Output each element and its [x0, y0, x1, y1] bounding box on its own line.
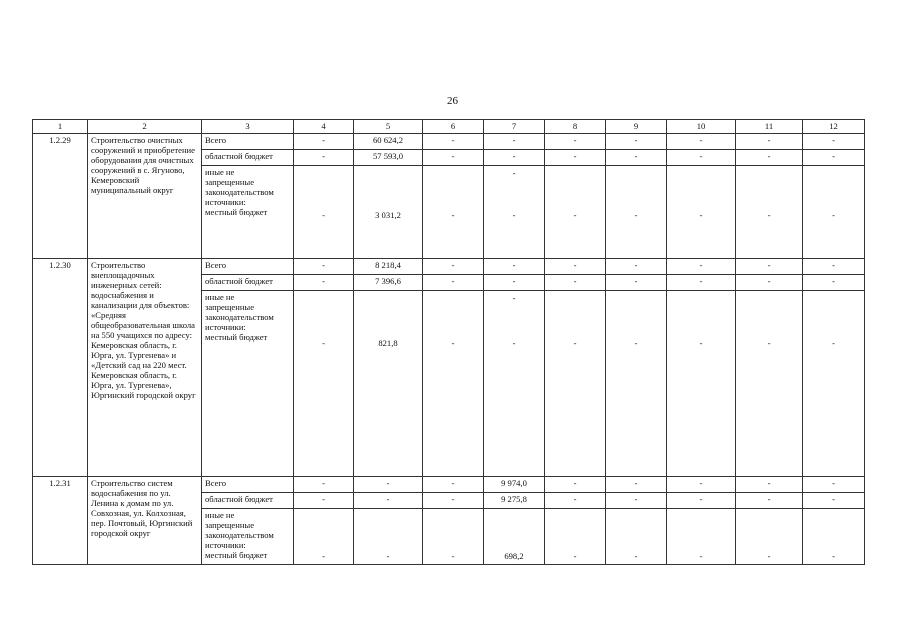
- value-cell: [484, 166, 545, 259]
- value-cell: [484, 477, 545, 493]
- value-text: -: [573, 260, 577, 270]
- value-text: -: [322, 338, 325, 348]
- value-cell: [423, 291, 484, 477]
- value-cell: [545, 291, 606, 477]
- header-cell: 4: [294, 120, 354, 134]
- funding-source: Всего: [202, 259, 294, 275]
- value-text: -: [322, 135, 325, 145]
- header-cell: 9: [606, 120, 667, 134]
- value-cell: [667, 259, 736, 275]
- value-cell: [736, 166, 803, 259]
- value-text: -: [634, 210, 638, 220]
- value-text: 7 396,6: [375, 276, 401, 286]
- value-cell: [545, 259, 606, 275]
- value-cell: [736, 477, 803, 493]
- value-cell: [545, 493, 606, 509]
- value-cell: [294, 477, 354, 493]
- header-cell: 10: [667, 120, 736, 134]
- value-cell: [294, 493, 354, 509]
- value-text: -: [386, 478, 390, 488]
- value-text: -: [767, 494, 771, 504]
- value-text: -: [832, 151, 835, 161]
- value-text: -: [767, 210, 771, 220]
- value-cell: [667, 477, 736, 493]
- header-cell: 2: [88, 120, 202, 134]
- value-cell: [423, 166, 484, 259]
- value-cell: [606, 477, 667, 493]
- object-name: Строительство очистных сооружений и приобретение оборудования для очистных сооружений в с. Ягуново, Кемеровский муниципальный округ: [88, 134, 202, 259]
- value-text: -: [767, 135, 771, 145]
- value-text: -: [699, 151, 703, 161]
- value-cell: [606, 509, 667, 565]
- value-cell: [354, 493, 423, 509]
- value-cell: [667, 275, 736, 291]
- value-text: 3 031,2: [375, 210, 401, 220]
- value-text: -: [512, 151, 516, 161]
- value-cell: [736, 150, 803, 166]
- header-cell: 8: [545, 120, 606, 134]
- value-cell: [667, 150, 736, 166]
- value-text: -: [322, 478, 325, 488]
- value-cell: [803, 259, 865, 275]
- value-cell: [803, 509, 865, 565]
- value-cell: [545, 166, 606, 259]
- row-number: 1.2.31: [33, 477, 88, 565]
- table-row: [33, 477, 865, 493]
- value-cell: [294, 275, 354, 291]
- value-text: -: [767, 478, 771, 488]
- value-text: -: [322, 494, 325, 504]
- value-text: -: [322, 210, 325, 220]
- value-text: -: [322, 276, 325, 286]
- value-cell: [354, 275, 423, 291]
- value-cell: [294, 166, 354, 259]
- value-cell: [354, 477, 423, 493]
- value-text: -: [451, 260, 455, 270]
- value-text: -: [699, 276, 703, 286]
- value-cell: [606, 291, 667, 477]
- row-number: 1.2.30: [33, 259, 88, 477]
- value-cell: [606, 166, 667, 259]
- page-number: 26: [447, 95, 458, 107]
- value-cell: [667, 493, 736, 509]
- value-text: -: [386, 494, 390, 504]
- value-text: -: [573, 338, 577, 348]
- value-text: -: [322, 260, 325, 270]
- top-dash-mark: -: [512, 168, 516, 178]
- value-cell: [545, 275, 606, 291]
- value-cell: [667, 509, 736, 565]
- value-cell: [354, 509, 423, 565]
- value-text: -: [832, 210, 835, 220]
- value-cell: [294, 134, 354, 150]
- value-cell: [736, 134, 803, 150]
- value-cell: [803, 134, 865, 150]
- value-cell: [294, 259, 354, 275]
- value-cell: [484, 259, 545, 275]
- object-name: Строительство внеплощадочных инженерных сетей: водоснабжения и канализации для объектов: «Средняя общеобразовательная школа на 550 учащихся по адресу: Кемеровская область, г. Юрга, ул. Тургенева» и «Детский сад на 220 мест. Кемеровская область, г. Юрга, ул. Тургенева», Юргинский городской округ: [88, 259, 202, 477]
- value-cell: [545, 134, 606, 150]
- value-text: 698,2: [504, 551, 524, 561]
- value-text: -: [451, 478, 455, 488]
- value-text: 60 624,2: [372, 135, 404, 145]
- value-text: -: [451, 551, 455, 561]
- value-cell: [803, 166, 865, 259]
- value-cell: [545, 477, 606, 493]
- value-cell: [354, 150, 423, 166]
- value-text: -: [767, 260, 771, 270]
- header-cell: 6: [423, 120, 484, 134]
- table-row: [33, 134, 865, 150]
- value-cell: [667, 166, 736, 259]
- value-text: -: [451, 151, 455, 161]
- value-text: 8 218,4: [375, 260, 401, 270]
- value-text: -: [573, 276, 577, 286]
- value-text: -: [322, 151, 325, 161]
- value-cell: [803, 291, 865, 477]
- value-cell: [736, 291, 803, 477]
- header-cell: 3: [202, 120, 294, 134]
- value-text: -: [832, 135, 835, 145]
- value-text: -: [699, 260, 703, 270]
- funding-source: иные не запрещенные законодательством источники: местный бюджет: [202, 509, 294, 565]
- value-text: -: [451, 135, 455, 145]
- value-cell: [354, 259, 423, 275]
- value-cell: [484, 134, 545, 150]
- value-cell: [606, 493, 667, 509]
- header-cell: 5: [354, 120, 423, 134]
- value-text: -: [573, 478, 577, 488]
- value-text: -: [512, 135, 516, 145]
- value-text: -: [634, 135, 638, 145]
- value-cell: [484, 291, 545, 477]
- value-text: -: [573, 151, 577, 161]
- funding-source: Всего: [202, 134, 294, 150]
- value-text: -: [512, 260, 516, 270]
- value-text: -: [634, 260, 638, 270]
- value-cell: [423, 134, 484, 150]
- funding-source: иные не запрещенные законодательством источники: местный бюджет: [202, 166, 294, 259]
- value-text: -: [634, 494, 638, 504]
- row-number: 1.2.29: [33, 134, 88, 259]
- value-cell: [606, 150, 667, 166]
- value-cell: [423, 477, 484, 493]
- value-text: 821,8: [378, 338, 398, 348]
- funding-source: областной бюджет: [202, 493, 294, 509]
- value-text: -: [451, 338, 455, 348]
- value-text: -: [832, 551, 835, 561]
- value-text: -: [767, 551, 771, 561]
- value-text: -: [699, 338, 703, 348]
- top-dash-mark: -: [512, 293, 516, 303]
- value-text: -: [699, 478, 703, 488]
- value-text: 9 974,0: [501, 478, 527, 488]
- value-text: -: [322, 551, 325, 561]
- value-cell: [545, 150, 606, 166]
- value-cell: [484, 493, 545, 509]
- value-cell: [803, 275, 865, 291]
- value-text: -: [767, 276, 771, 286]
- value-cell: [354, 134, 423, 150]
- value-text: -: [573, 551, 577, 561]
- value-text: -: [767, 151, 771, 161]
- value-cell: [354, 166, 423, 259]
- funding-source: Всего: [202, 477, 294, 493]
- value-text: -: [451, 494, 455, 504]
- value-cell: [803, 150, 865, 166]
- value-text: -: [832, 478, 835, 488]
- value-text: -: [451, 276, 455, 286]
- value-cell: [294, 509, 354, 565]
- object-name: Строительство систем водоснабжения по ул. Ленина к домам по ул. Совхозная, ул. Колхозная, пер. Почтовый, Юргинский городской округ: [88, 477, 202, 565]
- value-text: -: [699, 135, 703, 145]
- value-text: -: [634, 276, 638, 286]
- value-text: -: [832, 276, 835, 286]
- header-cell: 7: [484, 120, 545, 134]
- value-text: -: [512, 210, 516, 220]
- header-cell: 1: [33, 120, 88, 134]
- funding-source: областной бюджет: [202, 275, 294, 291]
- value-text: -: [573, 494, 577, 504]
- value-cell: [736, 493, 803, 509]
- value-text: 9 275,8: [501, 494, 527, 504]
- value-cell: [736, 509, 803, 565]
- value-cell: [423, 509, 484, 565]
- value-text: -: [573, 210, 577, 220]
- budget-table: [32, 119, 865, 565]
- value-cell: [606, 259, 667, 275]
- value-cell: [423, 275, 484, 291]
- value-cell: [736, 275, 803, 291]
- value-cell: [803, 493, 865, 509]
- value-text: -: [512, 338, 516, 348]
- value-cell: [606, 134, 667, 150]
- value-cell: [294, 291, 354, 477]
- value-text: -: [386, 551, 390, 561]
- value-text: 57 593,0: [372, 151, 404, 161]
- value-text: -: [767, 338, 771, 348]
- value-text: -: [832, 260, 835, 270]
- value-text: -: [573, 135, 577, 145]
- value-text: -: [634, 151, 638, 161]
- value-text: -: [634, 478, 638, 488]
- value-text: -: [832, 338, 835, 348]
- value-text: -: [512, 276, 516, 286]
- value-cell: [803, 477, 865, 493]
- table-row: [33, 259, 865, 275]
- value-cell: [736, 259, 803, 275]
- header-cell: 12: [803, 120, 865, 134]
- value-cell: [294, 150, 354, 166]
- value-text: -: [699, 551, 703, 561]
- value-cell: [484, 509, 545, 565]
- value-cell: [667, 291, 736, 477]
- value-text: -: [634, 338, 638, 348]
- value-text: -: [832, 494, 835, 504]
- funding-source: областной бюджет: [202, 150, 294, 166]
- value-cell: [423, 150, 484, 166]
- value-cell: [484, 150, 545, 166]
- value-text: -: [451, 210, 455, 220]
- value-cell: [423, 259, 484, 275]
- value-cell: [354, 291, 423, 477]
- header-cell: 11: [736, 120, 803, 134]
- value-cell: [667, 134, 736, 150]
- value-cell: [606, 275, 667, 291]
- value-cell: [484, 275, 545, 291]
- value-text: -: [699, 494, 703, 504]
- value-cell: [423, 493, 484, 509]
- value-text: -: [699, 210, 703, 220]
- value-text: -: [634, 551, 638, 561]
- header-row: [33, 120, 865, 134]
- value-cell: [545, 509, 606, 565]
- funding-source: иные не запрещенные законодательством источники: местный бюджет: [202, 291, 294, 477]
